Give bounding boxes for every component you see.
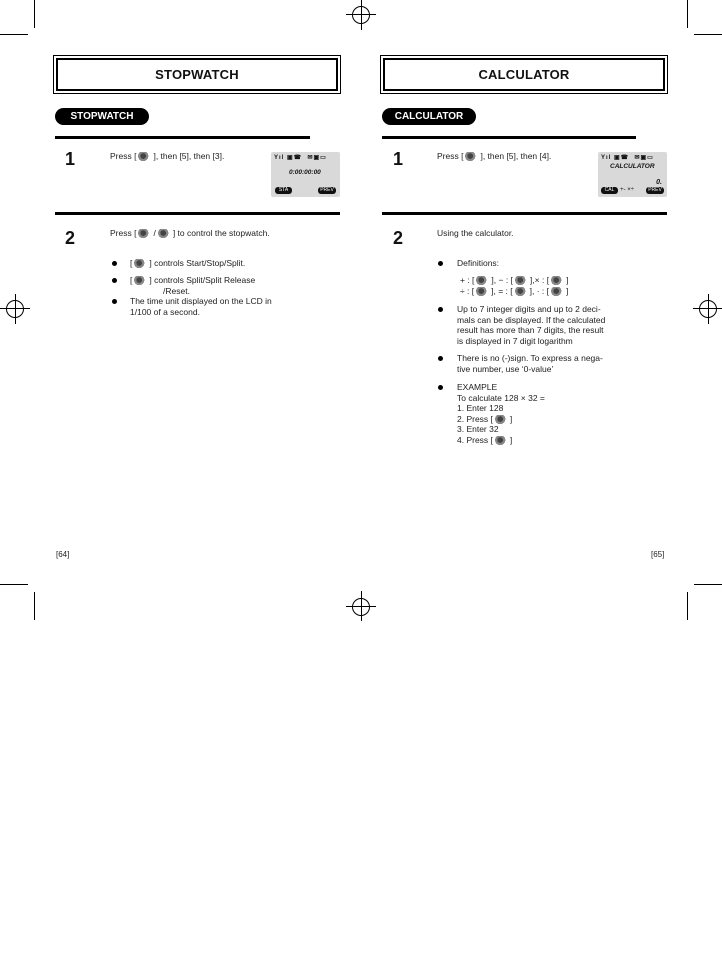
menu-key-icon (138, 152, 151, 161)
key-icon (495, 415, 508, 424)
key-icon (134, 259, 147, 268)
crop-mark (0, 34, 28, 35)
key-icon (138, 229, 151, 238)
crop-mark (687, 0, 688, 28)
step-text: Press [ / ] to control the stopwatch. (110, 228, 270, 238)
crop-mark (34, 592, 35, 620)
key-icon (515, 287, 528, 296)
crop-mark (34, 0, 35, 28)
lcd-title: CALCULATOR (610, 163, 655, 170)
step-number: 1 (65, 149, 76, 169)
bullet-text: There is no (-)sign. To express a nega- tive number, use ‘0-value’ (457, 353, 603, 374)
key-icon (515, 276, 528, 285)
lcd-time: 0:00:00:00 (289, 169, 321, 176)
menu-key-icon (465, 152, 478, 161)
bullet-text: [ ] controls Split/Split Release /Reset. (130, 275, 256, 296)
step-text: Press [ ], then [5], then [3]. (110, 151, 225, 161)
page-title-calculator: CALCULATOR (383, 58, 665, 91)
step-divider (55, 212, 340, 215)
step-text: Using the calculator. (437, 228, 514, 238)
lcd-screen-stopwatch (271, 152, 340, 197)
key-icon (134, 276, 147, 285)
definitions-line-2: ÷ : [ ], = : [ ], · : [ ] (460, 286, 569, 296)
bullet-text: Up to 7 integer digits and up to 2 deci- mals can be displayed. If the calculated result has more than 7 digits, the result is displayed in 7 digit logarithm (457, 304, 606, 346)
bullet-text: The time unit displayed on the LCD in 1/100 of a second. (130, 296, 272, 317)
step-number: 1 (393, 149, 404, 169)
crop-mark (694, 34, 722, 35)
example-block: EXAMPLE To calculate 128 × 32 = 1. Enter 128 2. Press [ ] 3. Enter 32 4. Press [ ] (457, 382, 545, 445)
bullet (438, 307, 443, 312)
bullet-text: [ ] controls Start/Stop/Split. (130, 258, 246, 268)
key-icon (551, 276, 564, 285)
key-icon (476, 276, 489, 285)
section-pill-stopwatch: STOPWATCH (55, 108, 149, 125)
definitions-line-1: + : [ ], − : [ ],× : [ ] (460, 275, 569, 285)
bullet-text: Definitions: (457, 258, 500, 268)
bullet (112, 278, 117, 283)
step-divider (382, 212, 667, 215)
lcd-softkey-left: CAL (601, 187, 618, 194)
crop-mark (687, 592, 688, 620)
key-icon (476, 287, 489, 296)
lcd-screen-calculator (598, 152, 667, 197)
lcd-softkey-right: PREV (318, 187, 336, 194)
bullet (438, 385, 443, 390)
step-number: 2 (393, 228, 404, 248)
page-title-stopwatch: STOPWATCH (56, 58, 338, 91)
page-number: [64] (56, 550, 70, 559)
step-text: Press [ ], then [5], then [4]. (437, 151, 552, 161)
section-pill-calculator: CALCULATOR (382, 108, 476, 125)
lcd-operators: +- ×÷ (620, 187, 634, 193)
lcd-value: 0. (656, 179, 662, 186)
key-icon (495, 436, 508, 445)
status-icons: Yıl ▣☎ ✉▣▭ (274, 155, 327, 161)
lcd-softkey-left: STA (275, 187, 292, 194)
key-icon (158, 229, 171, 238)
bullet (112, 299, 117, 304)
crop-mark (694, 584, 722, 585)
bullet (112, 261, 117, 266)
lcd-softkey-right: PREV (646, 187, 664, 194)
bullet (438, 356, 443, 361)
step-divider (55, 136, 310, 139)
page-number: [65] (651, 550, 665, 559)
step-number: 2 (65, 228, 76, 248)
crop-mark (0, 584, 28, 585)
step-divider (382, 136, 636, 139)
key-icon (551, 287, 564, 296)
status-icons: Yıl ▣☎ ✉▣▭ (601, 155, 654, 161)
bullet (438, 261, 443, 266)
